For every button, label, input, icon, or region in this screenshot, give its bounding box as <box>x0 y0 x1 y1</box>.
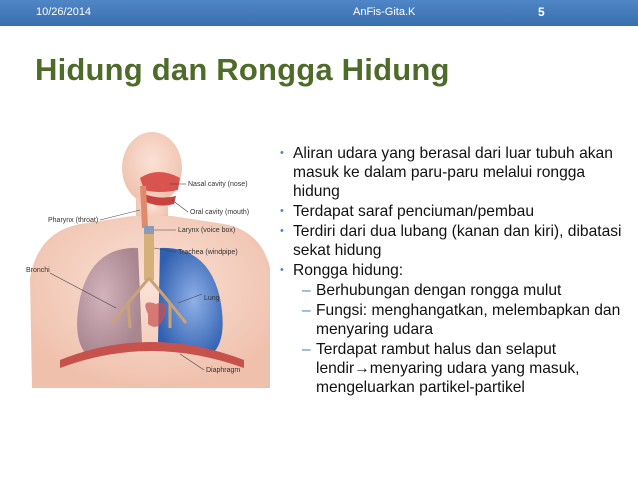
trachea-shape <box>144 234 154 280</box>
label-nasal-cavity: Nasal cavity (nose) <box>188 181 248 188</box>
larynx-shape <box>144 226 154 234</box>
bullet-item: • Terdiri dari dua lubang (kanan dan kiri), dibatasi sekat hidung <box>280 222 625 260</box>
slide-title: Hidung dan Rongga Hidung <box>35 52 450 87</box>
slide-header-bar <box>0 0 638 26</box>
bullet-item: • Aliran udara yang berasal dari luar tubuh akan masuk ke dalam paru-paru melalui rongga hidung <box>280 144 625 201</box>
sub-bullet-item: – Terdapat rambut halus dan selaput lendir→menyaring udara yang masuk, mengeluarkan partikel-partikel <box>280 340 625 397</box>
bullet-item: • Terdapat saraf penciuman/pembau <box>280 202 625 221</box>
head-silhouette <box>122 132 182 204</box>
slide-date: 10/26/2014 <box>36 6 92 18</box>
label-pharynx: Pharynx (throat) <box>48 217 99 224</box>
respiratory-illustration <box>20 128 270 388</box>
label-lung: Lung <box>204 295 220 302</box>
slide-page-number: 5 <box>538 5 545 19</box>
sub-bullet-item: – Berhubungan dengan rongga mulut <box>280 281 625 300</box>
sub-bullet-item: – Fungsi: menghangatkan, melembapkan dan menyaring udara <box>280 301 625 339</box>
label-larynx: Larynx (voice box) <box>178 227 236 234</box>
label-oral-cavity: Oral cavity (mouth) <box>190 209 250 216</box>
bullet-item: • Rongga hidung: <box>280 261 625 280</box>
label-diaphragm: Diaphragm <box>206 367 241 374</box>
label-trachea: Trachea (windpipe) <box>178 249 238 256</box>
slide-footer-text: AnFis-Gita.K <box>353 6 416 18</box>
bullet-list <box>280 144 625 398</box>
label-bronchi: Bronchi <box>26 267 50 274</box>
respiratory-system-diagram <box>20 128 270 388</box>
